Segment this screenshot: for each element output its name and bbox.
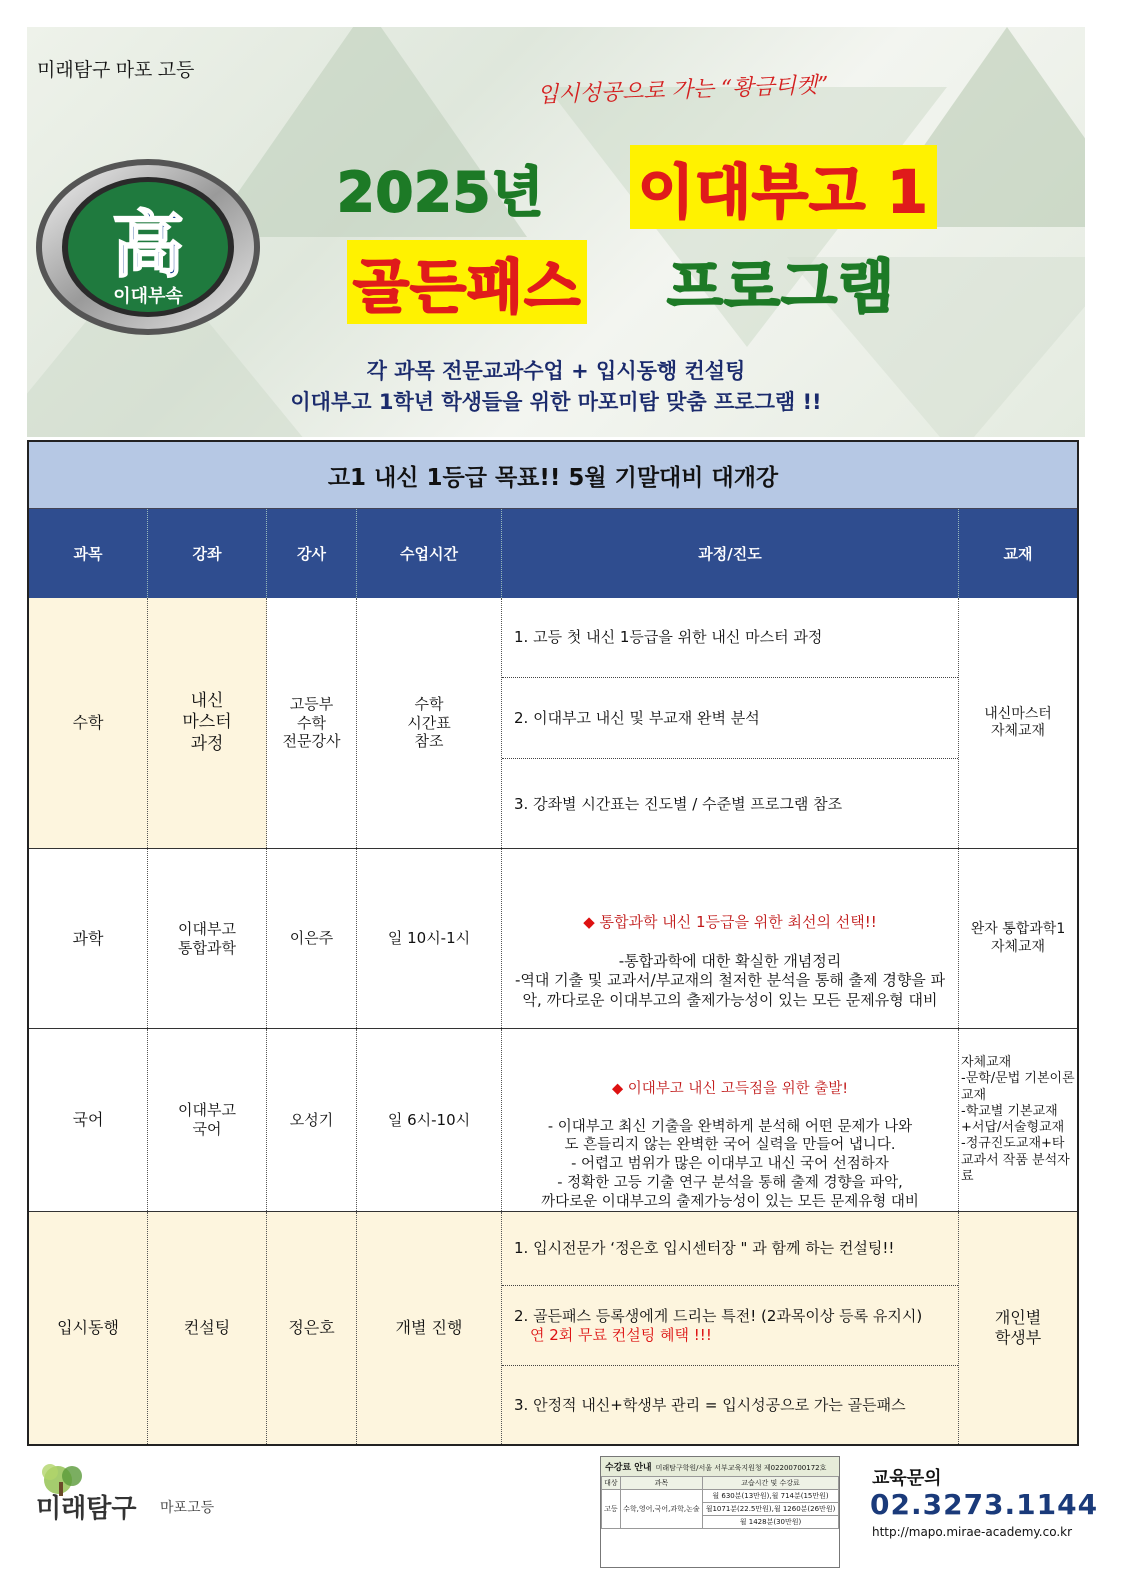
- cell-course: 이대부고 국어: [148, 1029, 267, 1211]
- cell-subject: 국어: [29, 1029, 148, 1211]
- cell-textbook: 자체교재 -문학/문법 기본이론 교재 -학교별 기본교재 +서답/서술형교재 -정규진도교재+타교과서 작품 분석자료: [961, 1055, 1075, 1184]
- cell-teacher: 고등부 수학 전문강사: [267, 598, 357, 848]
- column-header-subject: 과목: [29, 509, 148, 598]
- subtitle-line-2: 이대부고 1학년 학생들을 위한 마포미탐 맞춤 프로그램 !!: [290, 390, 822, 414]
- cell-time: 일 10시-1시: [357, 849, 502, 1028]
- table-row-science: [29, 849, 1077, 1029]
- tagline: 입시성공으로 가는 “황금티켓”: [536, 72, 829, 109]
- column-header-teacher: 강사: [267, 509, 357, 598]
- tuition-fee: 월 630분(13만원),월 714분(15만원): [703, 1490, 839, 1503]
- curriculum-item-benefit: [502, 1286, 958, 1366]
- header-banner: [27, 27, 1085, 437]
- tuition-header: 교습시간 및 수강료: [703, 1477, 839, 1490]
- title-year: 2025년: [337, 161, 545, 224]
- title-program: 프로그램: [667, 253, 896, 321]
- benefit-highlight: 연 2회 무료 컨설팅 혜택 !!!: [530, 1325, 712, 1344]
- tuition-title: [601, 1457, 839, 1476]
- curriculum-item: 3. 안정적 내신+학생부 관리 = 입시성공으로 가는 골든패스: [514, 1395, 906, 1414]
- curriculum-item: 3. 강좌별 시간표는 진도별 / 수준별 프로그램 참조: [514, 794, 843, 813]
- title-goldenpass: 골든패스: [347, 240, 587, 324]
- school-emblem-icon: [33, 152, 263, 342]
- curriculum-detail: [512, 1061, 948, 1231]
- title-school: 이대부고 1: [630, 145, 937, 229]
- table-banner: 고1 내신 1등급 목표!! 5월 기말대비 대개강: [29, 442, 1077, 509]
- subtitle-line-1: 각 과목 전문교과수업 + 입시동행 컨설팅: [366, 359, 746, 383]
- tuition-title-text: 수강료 안내: [605, 1463, 652, 1473]
- curriculum-detail: [512, 893, 948, 1030]
- cell-teacher: 이은주: [267, 849, 357, 1028]
- tuition-note: 미래탐구학원/서울 서부교육지원청 제02200700172호: [655, 1464, 827, 1472]
- curriculum-headline: ◆ 이대부고 내신 고득점을 위한 출발!: [512, 1080, 948, 1099]
- tuition-subjects: 수학,영어,국어,과학,논술: [620, 1490, 702, 1529]
- contact-label: 교육문의: [872, 1468, 942, 1489]
- tuition-table: [600, 1456, 840, 1568]
- tuition-grid: [601, 1476, 839, 1529]
- tuition-target: 고등: [602, 1490, 621, 1529]
- emblem-text: 이대부속: [113, 286, 183, 307]
- cell-subject: 수학: [29, 598, 148, 848]
- cell-course: 이대부고 통합과학: [148, 849, 267, 1028]
- cell-teacher: 정은호: [267, 1212, 357, 1444]
- cell-curriculum: [502, 1029, 959, 1211]
- cell-time: 수학 시간표 참조: [357, 598, 502, 848]
- curriculum-body: - 이대부고 최신 기출을 완벽하게 분석해 어떤 문제가 나와 도 흔들리지 않는 완벽한 국어 실력을 만들어 냅니다. - 어렵고 범위가 많은 이대부고 내신 국어 선점하자 - 정확한 고등 기출 연구 분석을 통해 출제 경향을 파악, 까다로운 이대부고의 출제가능성이 있는 모든 문제유형 대비: [541, 1118, 919, 1210]
- cell-curriculum: [502, 1212, 959, 1444]
- cell-course: 컨설팅: [148, 1212, 267, 1444]
- column-header-textbook: 교재: [1003, 545, 1033, 563]
- curriculum-item: 2. 이대부고 내신 및 부교재 완벽 분석: [502, 678, 958, 759]
- cell-subject: 입시동행: [29, 1212, 148, 1444]
- brand-name: 미래탐구 마포 고등: [37, 60, 195, 81]
- cell-curriculum: [502, 849, 959, 1028]
- schedule-table: [27, 440, 1079, 1446]
- cell-time: 일 6시-10시: [357, 1029, 502, 1211]
- cell-textbook: 완자 통합과학1 자체교재: [970, 921, 1066, 955]
- contact-url-link[interactable]: http://mapo.mirae-academy.co.kr: [872, 1525, 1073, 1539]
- table-row-consulting: [29, 1212, 1077, 1444]
- tuition-header: 대상: [602, 1477, 621, 1490]
- table-row-korean: [29, 1029, 1077, 1212]
- tuition-fee: 월1071분(22.5만원),월 1260분(26만원): [703, 1503, 839, 1516]
- curriculum-headline: ◆ 통합과학 내신 1등급을 위한 최선의 선택!!: [512, 913, 948, 933]
- curriculum-body: -통합과학에 대한 확실한 개념정리 -역대 기출 및 교과서/부교재의 철저한 분석을 통해 출제 경향을 파악, 까다로운 이대부고의 출제가능성이 있는 모든 문제유형 대비: [514, 951, 946, 1009]
- tuition-header: 과목: [620, 1477, 702, 1490]
- table-header-row: [29, 509, 1077, 598]
- column-header-course: 강좌: [148, 509, 267, 598]
- footer-logo-sub: 마포고등: [160, 1500, 215, 1516]
- tuition-fee: 월 1428분(30만원): [703, 1516, 839, 1529]
- cell-course: 내신 마스터 과정: [148, 598, 267, 848]
- column-header-time: 수업시간: [357, 509, 502, 598]
- cell-teacher: 오성기: [267, 1029, 357, 1211]
- curriculum-item: 1. 고등 첫 내신 1등급을 위한 내신 마스터 과정: [502, 598, 958, 678]
- benefit-text: 2. 골든패스 등록생에게 드리는 특전! (2과목이상 등록 유지시): [514, 1306, 923, 1325]
- table-row-math: [29, 598, 1077, 849]
- column-header-curriculum: 과정/진도: [502, 509, 959, 598]
- footer-logo-text: 미래탐구: [36, 1494, 137, 1524]
- cell-curriculum: [502, 598, 959, 848]
- cell-subject: 과학: [29, 849, 148, 1028]
- cell-time: 개별 진행: [357, 1212, 502, 1444]
- contact-phone[interactable]: 02.3273.1144: [870, 1488, 1099, 1521]
- emblem-glyph: 高: [111, 202, 185, 287]
- cell-textbook: 내신마스터 자체교재: [984, 705, 1052, 739]
- cell-textbook: 개인별 학생부: [959, 1212, 1077, 1444]
- curriculum-item: 1. 입시전문가 ‘정은호 입시센터장 " 과 함께 하는 컨설팅!!: [502, 1212, 958, 1286]
